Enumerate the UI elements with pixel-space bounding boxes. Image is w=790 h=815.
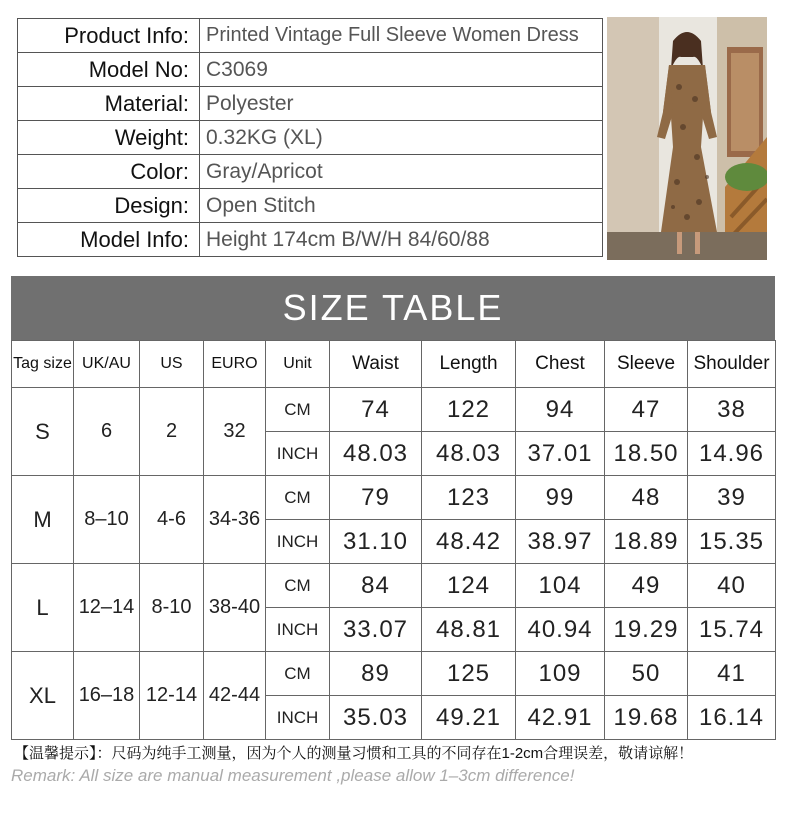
measurement-cell: 35.03: [330, 696, 422, 740]
size-table-header-cell: UK/AU: [74, 341, 140, 388]
measurement-cell: 49: [605, 564, 688, 608]
size-table-header-cell: Sleeve: [605, 341, 688, 388]
size-table-header-cell: Tag size: [12, 341, 74, 388]
measurement-cell: 74: [330, 388, 422, 432]
measurement-cell: 48.42: [422, 520, 516, 564]
measurement-cell: 14.96: [688, 432, 776, 476]
measurement-cell: 33.07: [330, 608, 422, 652]
unit-cell: CM: [266, 652, 330, 696]
size-table-header-cell: Length: [422, 341, 516, 388]
tag-size-cell: S: [12, 388, 74, 476]
size-table-header-cell: Chest: [516, 341, 605, 388]
unit-cell: INCH: [266, 520, 330, 564]
unit-cell: INCH: [266, 432, 330, 476]
us-size-cell: 4-6: [140, 476, 204, 564]
us-size-cell: 12-14: [140, 652, 204, 740]
measurement-note-english: Remark: All size are manual measurement ,please allow 1–3cm difference!: [11, 766, 575, 785]
measurement-cell: 104: [516, 564, 605, 608]
unit-cell: INCH: [266, 696, 330, 740]
measurement-note-chinese: 【温馨提示】：尺码为纯手工测量，因为个人的测量习惯和工具的不同存在1-2cm合理误差，敬请谅解！: [14, 745, 694, 762]
euro-size-cell: 38-40: [204, 564, 266, 652]
measurement-cell: 47: [605, 388, 688, 432]
product-info-value: Gray/Apricot: [200, 155, 603, 189]
measurement-cell: 15.35: [688, 520, 776, 564]
uk-size-cell: 16–18: [74, 652, 140, 740]
tag-size-cell: XL: [12, 652, 74, 740]
product-info-value: Open Stitch: [200, 189, 603, 223]
measurement-cell: 38: [688, 388, 776, 432]
size-table-header-cell: US: [140, 341, 204, 388]
size-table-header-cell: Waist: [330, 341, 422, 388]
product-info-value: Polyester: [200, 87, 603, 121]
product-info-label: Design:: [18, 189, 200, 223]
product-info-value: 0.32KG (XL): [200, 121, 603, 155]
product-info-value: Printed Vintage Full Sleeve Women Dress: [200, 19, 603, 53]
size-table-header-cell: Shoulder: [688, 341, 776, 388]
measurement-cell: 18.89: [605, 520, 688, 564]
euro-size-cell: 34-36: [204, 476, 266, 564]
tag-size-cell: M: [12, 476, 74, 564]
measurement-cell: 124: [422, 564, 516, 608]
measurement-cell: 40.94: [516, 608, 605, 652]
measurement-cell: 99: [516, 476, 605, 520]
size-row-cm: [12, 564, 776, 608]
product-info-value: Height 174cm B/W/H 84/60/88: [200, 223, 603, 257]
unit-cell: INCH: [266, 608, 330, 652]
euro-size-cell: 42-44: [204, 652, 266, 740]
product-info-row: [18, 155, 603, 189]
measurement-cell: 48.81: [422, 608, 516, 652]
measurement-cell: 122: [422, 388, 516, 432]
size-table-header-cell: EURO: [204, 341, 266, 388]
euro-size-cell: 32: [204, 388, 266, 476]
product-info-row: [18, 223, 603, 257]
unit-cell: CM: [266, 564, 330, 608]
product-info-row: [18, 19, 603, 53]
product-info-label: Color:: [18, 155, 200, 189]
measurement-cell: 79: [330, 476, 422, 520]
product-info-row: [18, 189, 603, 223]
product-info-label: Material:: [18, 87, 200, 121]
us-size-cell: 2: [140, 388, 204, 476]
measurement-cell: 125: [422, 652, 516, 696]
product-info-row: [18, 121, 603, 155]
measurement-cell: 16.14: [688, 696, 776, 740]
size-table-header-cell: Unit: [266, 341, 330, 388]
measurement-cell: 84: [330, 564, 422, 608]
measurement-cell: 48.03: [330, 432, 422, 476]
unit-cell: CM: [266, 476, 330, 520]
measurement-cell: 37.01: [516, 432, 605, 476]
us-size-cell: 8-10: [140, 564, 204, 652]
size-row-cm: [12, 476, 776, 520]
product-info-label: Product Info:: [18, 19, 200, 53]
product-info-value: C3069: [200, 53, 603, 87]
size-table: [11, 340, 776, 740]
unit-cell: CM: [266, 388, 330, 432]
size-row-cm: [12, 652, 776, 696]
measurement-cell: 109: [516, 652, 605, 696]
product-info-row: [18, 53, 603, 87]
model-photo-illustration: [607, 17, 767, 260]
measurement-cell: 42.91: [516, 696, 605, 740]
uk-size-cell: 8–10: [74, 476, 140, 564]
product-info-label: Weight:: [18, 121, 200, 155]
measurement-cell: 48: [605, 476, 688, 520]
product-info-row: [18, 87, 603, 121]
product-info-label: Model No:: [18, 53, 200, 87]
measurement-cell: 89: [330, 652, 422, 696]
measurement-cell: 19.29: [605, 608, 688, 652]
product-info-table: [17, 18, 603, 257]
size-table-title: SIZE TABLE: [11, 276, 775, 340]
measurement-cell: 18.50: [605, 432, 688, 476]
measurement-cell: 39: [688, 476, 776, 520]
uk-size-cell: 12–14: [74, 564, 140, 652]
product-info-label: Model Info:: [18, 223, 200, 257]
measurement-cell: 31.10: [330, 520, 422, 564]
size-table-header-row: [12, 341, 776, 388]
measurement-cell: 40: [688, 564, 776, 608]
measurement-cell: 94: [516, 388, 605, 432]
measurement-cell: 50: [605, 652, 688, 696]
measurement-cell: 123: [422, 476, 516, 520]
uk-size-cell: 6: [74, 388, 140, 476]
measurement-cell: 49.21: [422, 696, 516, 740]
measurement-cell: 38.97: [516, 520, 605, 564]
measurement-cell: 41: [688, 652, 776, 696]
size-row-cm: [12, 388, 776, 432]
measurement-cell: 19.68: [605, 696, 688, 740]
model-photo: [607, 17, 767, 260]
measurement-cell: 15.74: [688, 608, 776, 652]
measurement-cell: 48.03: [422, 432, 516, 476]
tag-size-cell: L: [12, 564, 74, 652]
